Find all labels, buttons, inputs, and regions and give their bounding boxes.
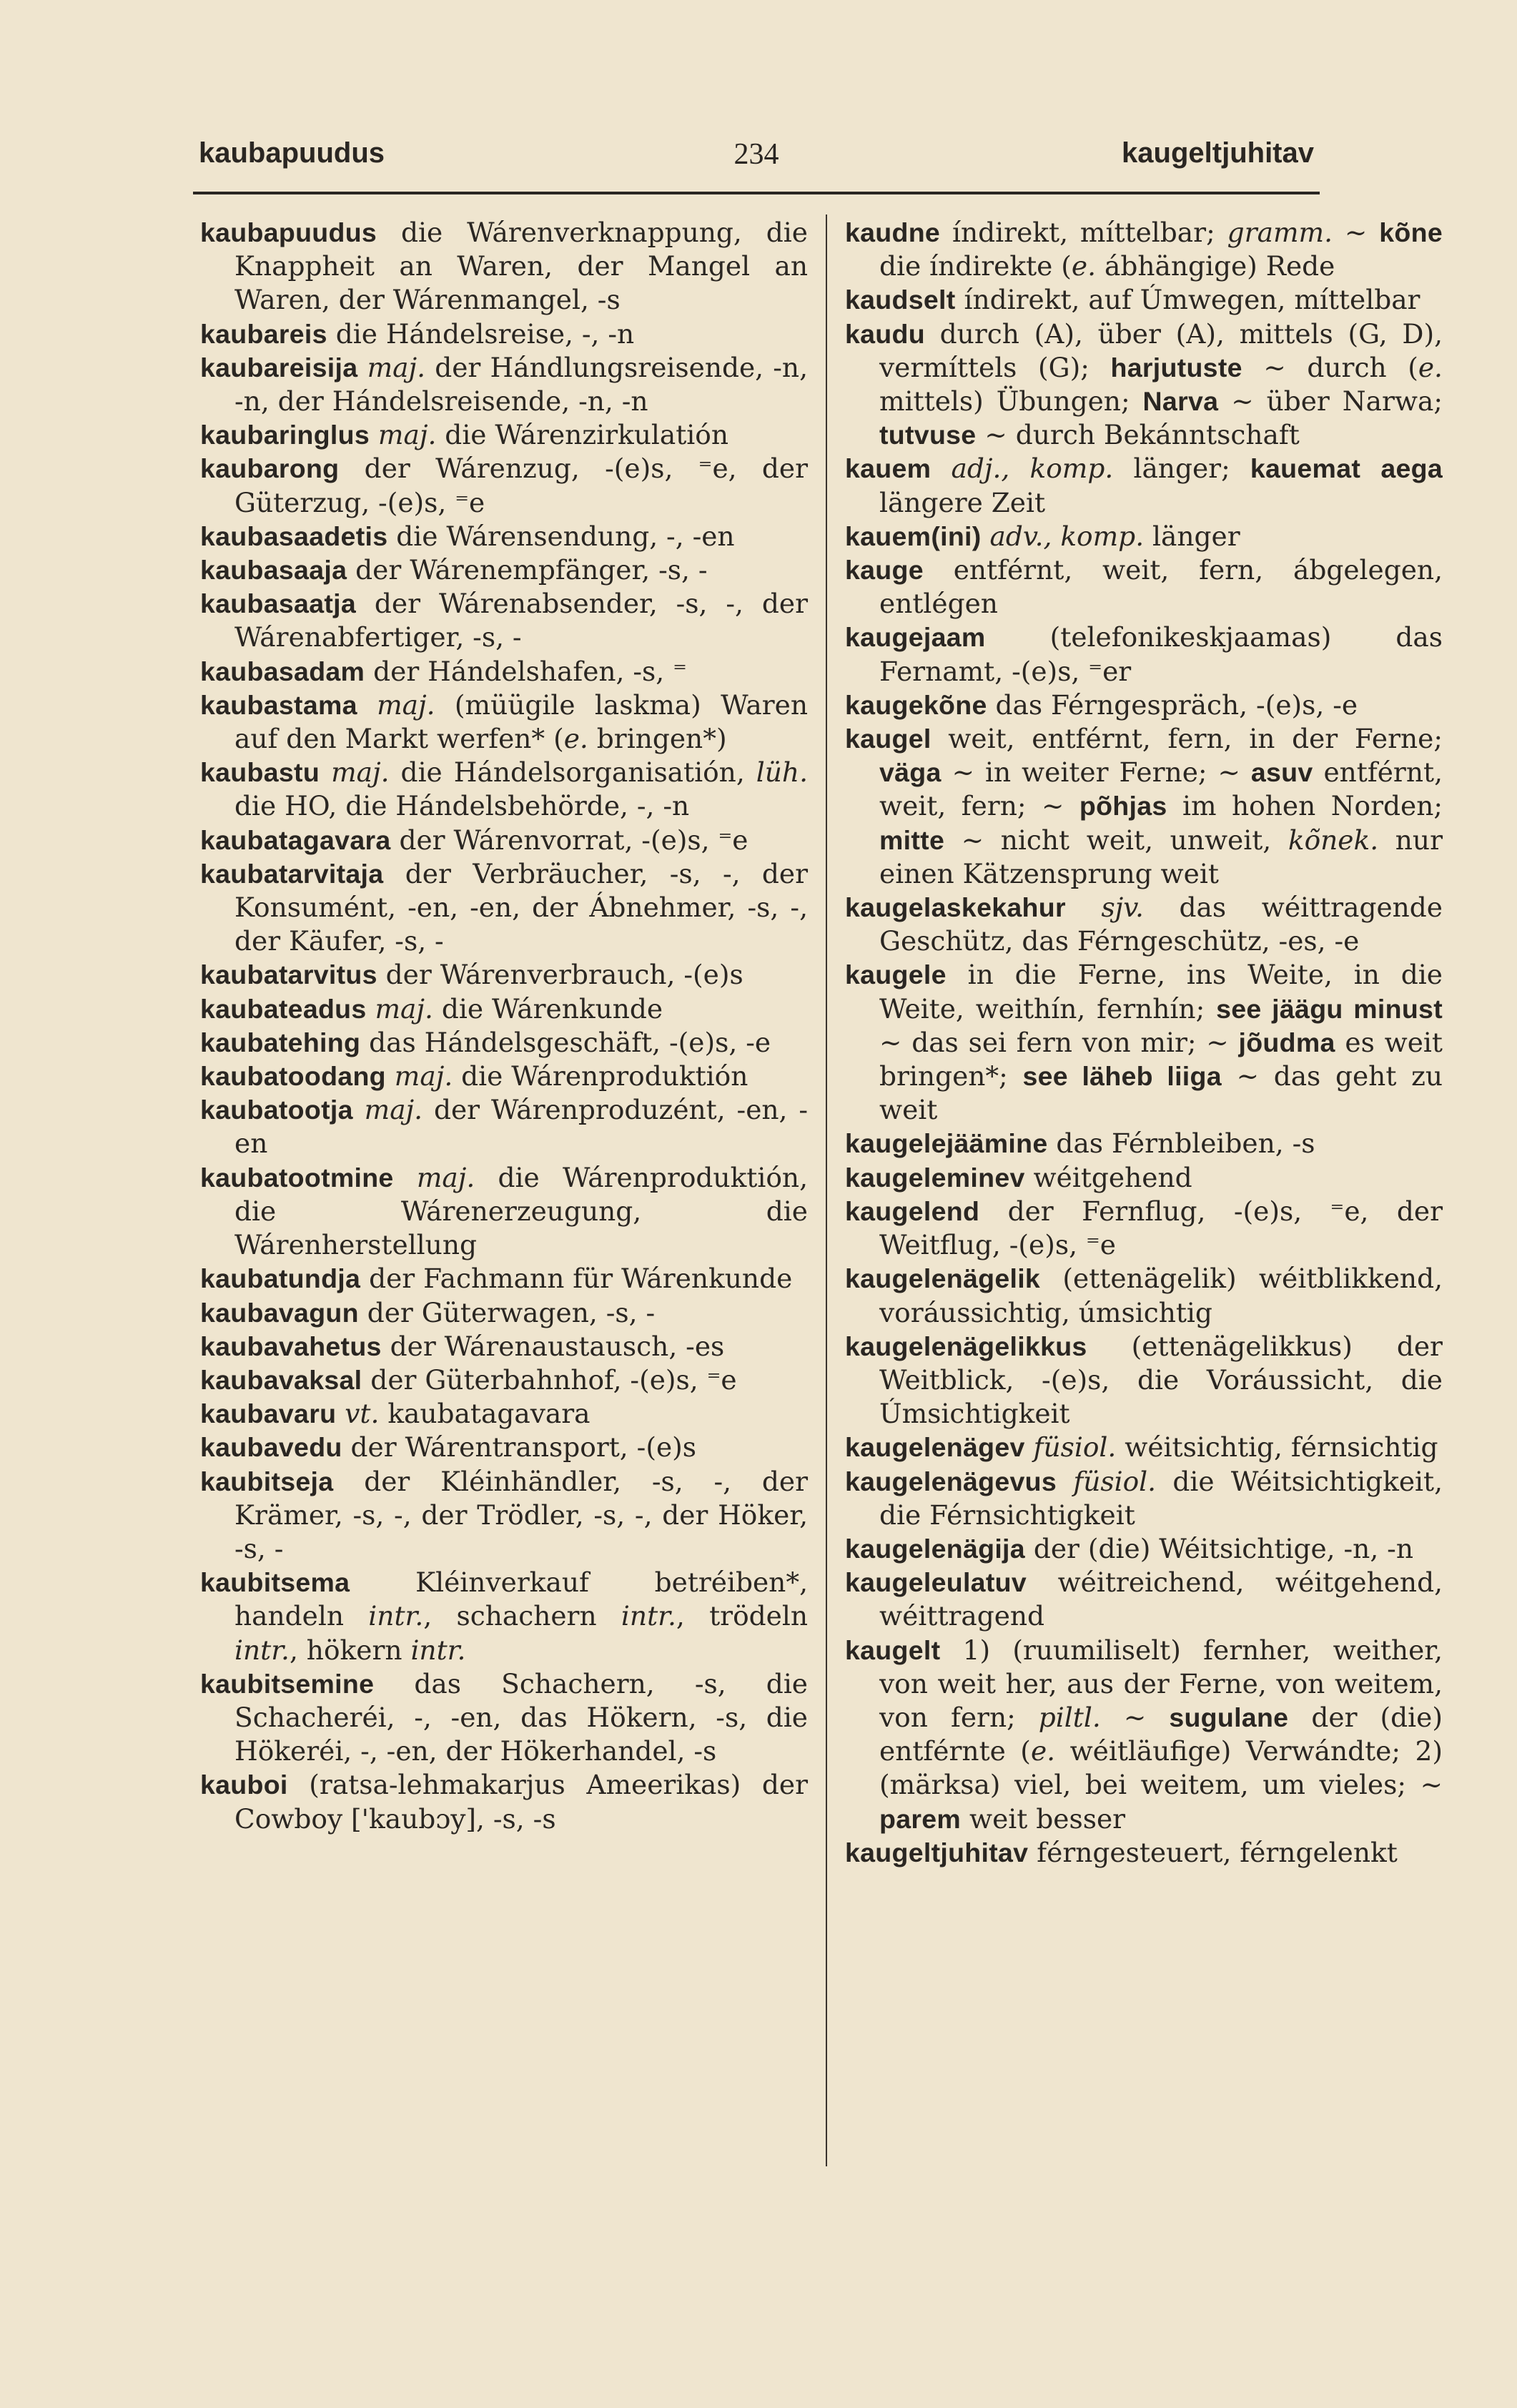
dictionary-entry: [845, 553, 1443, 621]
entry-headword: kaubasadam: [200, 656, 365, 686]
entry-label: piltl.: [1038, 1701, 1101, 1733]
entry-headword: kaudne: [845, 217, 941, 247]
entry-text: der (die) Wéitsichtige, -n, -n: [1024, 1532, 1413, 1564]
entry-text: die HO, die Hándelsbehörde, -, -n: [234, 790, 690, 822]
entry-text: [336, 1398, 345, 1429]
entry-headword: kaubaringlus: [200, 420, 370, 450]
entry-label: intr.: [368, 1600, 424, 1632]
entry-label: e.: [1030, 1735, 1056, 1767]
entry-headword: kaubitseja: [200, 1466, 334, 1496]
entry-headword: kaubateadus: [200, 993, 367, 1024]
page-header: [199, 137, 1314, 189]
entry-text: der Wárenproduzént, -en, -en: [234, 1094, 809, 1160]
entry-headword: kaugeleulatuv: [845, 1567, 1027, 1598]
dictionary-entry: [200, 1465, 808, 1566]
entry-text: längere Zeit: [879, 486, 1046, 518]
entry-text: [1057, 1466, 1073, 1497]
entry-text: der Hándelshafen, -s, ⁼: [365, 655, 687, 687]
entry-phrase: asuv: [1250, 757, 1313, 788]
entry-label: kõnek.: [1288, 824, 1379, 856]
entry-headword: kaugel: [845, 724, 932, 754]
entry-headword: kaubastama: [200, 689, 357, 720]
dictionary-entry: [200, 756, 808, 823]
entry-text: die Wárenkunde: [433, 992, 663, 1025]
entry-text: ~ über Narwa;: [1218, 385, 1443, 418]
entry-text: das Hándelsgeschäft, -(e)s, -e: [360, 1026, 771, 1058]
dictionary-entry: [845, 216, 1443, 283]
entry-text: die Wárenverknappung, die Knappheit an Waren, der Mangel an Waren, der Wárenmangel, -s: [234, 217, 808, 316]
entry-headword: kaudu: [845, 318, 925, 349]
entry-headword: kaubavagun: [200, 1297, 359, 1328]
entry-label: adv., komp.: [989, 520, 1145, 552]
entry-text: , schachern: [423, 1600, 621, 1632]
entry-text: der Wárenvorrat, -(e)s, ⁼e: [390, 824, 748, 856]
entry-text: [357, 352, 367, 383]
entry-label: vt.: [345, 1398, 380, 1430]
entry-headword: kaudselt: [845, 285, 956, 315]
dictionary-entry: [200, 1431, 808, 1464]
entry-text: der Verbräucher, -s, -, der Konsumént, -en, -en, der Ábnehmer, -s, -, der Käufer, -s, -: [234, 857, 808, 957]
entry-headword: kaugelaskekahur: [845, 892, 1066, 923]
entry-text: im hohen Norden;: [1167, 790, 1443, 822]
entry-label: e.: [1071, 250, 1097, 282]
entry-text: der Wárenaustausch, -es: [381, 1330, 725, 1362]
dictionary-entry: [845, 1465, 1443, 1532]
dictionary-entry: [200, 1060, 808, 1093]
entry-text: weit, entférnt, fern, in der Ferne;: [931, 723, 1443, 755]
entry-text: der Wárenverbrauch, -(e)s: [377, 959, 743, 991]
entry-text: , hökern: [289, 1634, 411, 1666]
entry-text: bringen*): [588, 723, 727, 755]
entry-text: mittels) Übungen;: [879, 385, 1143, 418]
entry-text: ~ durch Bekánntschaft: [976, 419, 1300, 451]
entry-headword: kauboi: [200, 1770, 288, 1800]
dictionary-entry: [200, 1566, 808, 1667]
entry-text: der Fernflug, -(e)s, ⁼e, der Weitflug, -(e)s, ⁼e: [879, 1195, 1443, 1261]
entry-phrase: kõne: [1379, 217, 1443, 247]
entry-text: der Fachmann für Wárenkunde: [360, 1263, 793, 1295]
column-separator: [826, 214, 827, 2166]
entry-phrase: tutvuse: [879, 420, 977, 450]
entry-headword: kaubatootja: [200, 1095, 353, 1125]
entry-text: das wéittragende Geschütz, das Férngeschütz, -es, -e: [879, 892, 1443, 957]
entry-text: die Wéitsichtigkeit, die Férnsichtigkeit: [879, 1465, 1443, 1531]
dictionary-entry: [200, 553, 808, 587]
entry-text: die Wárensendung, -, -en: [387, 520, 735, 552]
entry-text: wéitsichtig, férnsichtig: [1116, 1431, 1438, 1464]
dictionary-entry: [200, 418, 808, 452]
dictionary-entry: [200, 655, 808, 689]
entry-headword: kaugelenägelikkus: [845, 1331, 1087, 1361]
entry-label: sjv.: [1101, 892, 1144, 924]
entry-headword: kaubasaaja: [200, 555, 347, 586]
entry-text: die Wárenproduktión: [453, 1060, 748, 1092]
dictionary-entry: [845, 689, 1443, 722]
entry-headword: kaubavaru: [200, 1398, 337, 1429]
entry-text: ~ durch (: [1242, 351, 1418, 383]
entry-label: maj.: [364, 1094, 423, 1126]
entry-label: intr.: [621, 1600, 676, 1632]
entry-text: [370, 419, 378, 450]
entry-text: , trödeln: [676, 1600, 808, 1632]
dictionary-entry: [845, 1195, 1443, 1262]
dictionary-entry: [200, 1768, 808, 1835]
entry-text: ~ das sei fern von mir; ~: [879, 1026, 1239, 1058]
entry-text: länger;: [1113, 453, 1250, 485]
entry-headword: kaubareisija: [200, 352, 358, 383]
dictionary-entry: [200, 1093, 808, 1160]
entry-headword: kaubatarvitaja: [200, 858, 384, 889]
entry-label: adj., komp.: [951, 453, 1114, 485]
entry-phrase: parem: [879, 1803, 962, 1834]
entry-text: (müügile laskma) Waren auf den Markt werfen* (: [234, 689, 808, 755]
entry-phrase: harjutuste: [1110, 352, 1242, 383]
entry-text: [357, 689, 377, 721]
entry-phrase: väga: [879, 757, 942, 788]
dictionary-entry: [845, 452, 1443, 519]
entry-label: e.: [1418, 351, 1443, 383]
entry-label: intr.: [410, 1634, 466, 1666]
entry-text: [320, 756, 331, 788]
entry-headword: kaubastu: [200, 757, 320, 788]
entry-label: e.: [563, 723, 588, 755]
entry-text: nur einen Kätzensprung weit: [879, 824, 1443, 889]
entry-text: ~: [1100, 1701, 1170, 1733]
entry-text: índirekt, míttelbar;: [940, 217, 1227, 248]
entry-text: [1360, 453, 1380, 484]
entry-text: férngesteuert, férngelenkt: [1028, 1836, 1398, 1868]
entry-phrase: mitte: [879, 824, 945, 855]
entry-headword: kaubapuudus: [200, 217, 377, 247]
dictionary-entry: [845, 317, 1443, 453]
dictionary-entry: [845, 1532, 1443, 1566]
dictionary-entry: [200, 587, 808, 654]
entry-text: der Wárenzug, -(e)s, ⁼e, der Güterzug, -(e)s, ⁼e: [234, 453, 808, 518]
entry-text: [353, 1094, 365, 1125]
entry-text: [1066, 892, 1102, 923]
dictionary-entry: [845, 1127, 1443, 1160]
entry-text: [982, 520, 990, 552]
dictionary-entry: [200, 689, 808, 756]
entry-phrase: Narva: [1142, 386, 1219, 417]
entry-headword: kaugelenägija: [845, 1533, 1025, 1564]
dictionary-entry: [845, 1566, 1443, 1633]
page-number: 234: [733, 138, 779, 171]
dictionary-entry: [200, 1161, 808, 1263]
entry-headword: kaubatundja: [200, 1263, 361, 1294]
entry-text: [367, 993, 375, 1025]
dictionary-entry: [845, 1330, 1443, 1431]
entry-label: maj.: [377, 689, 435, 721]
entry-text: [931, 453, 951, 484]
dictionary-entry: [845, 1836, 1443, 1870]
entry-label: maj.: [394, 1060, 453, 1092]
dictionary-entry: [200, 1397, 808, 1431]
dictionary-entry: [845, 520, 1443, 553]
entry-label: maj.: [416, 1161, 475, 1193]
entry-headword: kaugekõne: [845, 689, 987, 720]
dictionary-entry: [200, 1363, 808, 1397]
dictionary-entry: [200, 317, 808, 351]
dictionary-entry: [200, 857, 808, 959]
entry-text: ábhängige) Rede: [1096, 250, 1335, 282]
entry-headword: kaugejaam: [845, 622, 986, 653]
left-column: [200, 216, 808, 1836]
entry-text: der Hándlungsreisende, -n, -n, der Hándelsreisende, -n, -n: [234, 351, 808, 418]
entry-text: es weit bringen*;: [879, 1026, 1443, 1092]
dictionary-entry: [845, 1431, 1443, 1464]
entry-label: füsiol.: [1073, 1465, 1157, 1497]
entry-label: füsiol.: [1033, 1431, 1117, 1464]
entry-text: (telefonikeskjaamas) das Fernamt, -(e)s, ⁼er: [879, 621, 1443, 687]
entry-label: gramm.: [1227, 217, 1333, 248]
dictionary-entry: [845, 958, 1443, 1127]
entry-phrase: põhjas: [1079, 791, 1167, 821]
entry-text: die índirekte (: [879, 250, 1072, 282]
entry-text: das Férnbleiben, -s: [1047, 1127, 1315, 1160]
entry-phrase: see läheb liiga: [1022, 1061, 1222, 1092]
entry-text: (ratsa-lehmakarjus Ameerikas) der Cowboy ['kaubɔy], -s, -s: [234, 1769, 808, 1835]
dictionary-entry: [200, 824, 808, 857]
entry-text: der Kléinhändler, -s, -, der Krämer, -s, -, der Trödler, -s, -, der Höker, -s, -: [234, 1465, 808, 1564]
entry-label: lüh.: [756, 756, 808, 789]
entry-text: der Wárenempfänger, -s, -: [347, 554, 708, 586]
entry-headword: kaubasaadetis: [200, 520, 388, 551]
entry-headword: kaubarong: [200, 453, 340, 484]
entry-text: das Schachern, -s, die Schacheréi, -, -en, das Hökern, -s, die Hökeréi, -, -en, der Hökerhandel, -s: [234, 1667, 808, 1767]
dictionary-entry: [200, 992, 808, 1026]
entry-phrase: see jäägu minust: [1216, 993, 1443, 1024]
entry-text: wéitläufige) Verwándte; 2) (märksa) viel, bei weitem, um vieles; ~: [879, 1735, 1443, 1801]
entry-headword: kaugelenägev: [845, 1432, 1025, 1463]
entry-headword: kaugelend: [845, 1195, 980, 1226]
dictionary-entry: [200, 520, 808, 553]
dictionary-entry: [845, 891, 1443, 958]
entry-text: das Férngespräch, -(e)s, -e: [987, 689, 1358, 721]
dictionary-entry: [200, 1667, 808, 1769]
entry-headword: kaugeleminev: [845, 1162, 1025, 1193]
entry-headword: kaugelenägevus: [845, 1466, 1057, 1496]
entry-phrase: aega: [1380, 453, 1443, 484]
entry-headword: kauem: [845, 453, 932, 484]
entry-text: in die Ferne, ins Weite, in die Weite, weithín, fernhín;: [879, 959, 1443, 1025]
entry-phrase: sugulane: [1169, 1702, 1289, 1732]
entry-text: Kléinverkauf betréiben*, handeln: [234, 1566, 808, 1632]
dictionary-entry: [845, 1634, 1443, 1836]
entry-headword: kaugele: [845, 959, 947, 990]
entry-text: der (die) entférnte (: [879, 1701, 1443, 1767]
entry-text: [394, 1162, 417, 1193]
entry-label: maj.: [377, 419, 437, 451]
header-rule: [193, 192, 1320, 194]
entry-text: ~ in weiter Ferne; ~: [941, 756, 1251, 789]
dictionary-entry: [200, 958, 808, 992]
dictionary-entry: [200, 1026, 808, 1060]
entry-headword: kauge: [845, 555, 924, 586]
entry-headword: kaubatarvitus: [200, 959, 377, 990]
entry-text: der Güterbahnhof, -(e)s, ⁼e: [362, 1363, 737, 1396]
entry-label: maj.: [367, 351, 426, 383]
entry-headword: kaugelejäämine: [845, 1128, 1048, 1159]
entry-text: (ettenägelik) wéitblikkend, voráussichtig, úmsichtig: [879, 1263, 1443, 1328]
dictionary-entry: [845, 283, 1443, 317]
header-last-word: kaugeltjuhitav: [1122, 137, 1314, 169]
entry-headword: kauem(ini): [845, 520, 982, 551]
entry-text: die Hándelsreise, -, -n: [327, 317, 635, 350]
entry-headword: kaubavaksal: [200, 1364, 362, 1395]
entry-text: [1025, 1431, 1034, 1463]
entry-headword: kaugelt: [845, 1634, 941, 1665]
entry-text: (ettenägelikkus) der Weitblick, -(e)s, die Voráussicht, die Úmsichtigkeit: [879, 1330, 1443, 1430]
entry-text: ~ nicht weit, unweit,: [944, 824, 1288, 856]
entry-headword: kaugelenägelik: [845, 1263, 1041, 1294]
entry-text: länger: [1144, 520, 1240, 552]
entry-text: der Wárenabsender, -s, -, der Wárenabfertiger, -s, -: [234, 588, 808, 653]
entry-headword: kaubatoodang: [200, 1061, 386, 1092]
entry-text: ~: [1332, 217, 1380, 248]
entry-text: durch (A), über (A), mittels (G, D), vermíttels (G);: [879, 317, 1443, 383]
entry-label: intr.: [234, 1634, 290, 1666]
entry-text: weit besser: [961, 1802, 1126, 1835]
entry-text: wéitreichend, wéitgehend, wéittragend: [879, 1566, 1443, 1632]
entry-text: entférnt, weit, fern, ábgelegen, entlégen: [879, 554, 1443, 620]
entry-text: entférnt, weit, fern; ~: [879, 756, 1443, 822]
entry-text: die Wárenproduktión, die Wárenerzeugung, die Wárenherstellung: [234, 1161, 809, 1261]
right-column: [845, 216, 1443, 1870]
entry-label: maj.: [375, 992, 433, 1025]
entry-text: [386, 1060, 395, 1092]
dictionary-entry: [200, 1330, 808, 1363]
entry-text: kaubatagavara: [379, 1398, 591, 1430]
entry-headword: kaubatagavara: [200, 824, 391, 855]
entry-headword: kaugeltjuhitav: [845, 1837, 1029, 1867]
entry-text: der Wárentransport, -(e)s: [342, 1431, 697, 1464]
dictionary-entry: [845, 722, 1443, 891]
entry-text: die Hándelsorganisatión,: [389, 756, 756, 789]
entry-headword: kaubavahetus: [200, 1331, 382, 1361]
dictionary-entry: [845, 1161, 1443, 1195]
dictionary-entry: [200, 452, 808, 519]
dictionary-entry: [200, 1262, 808, 1296]
entry-text: 1) (ruumiliselt) fernher, weither, von weit her, aus der Ferne, von weitem, von fern;: [879, 1634, 1443, 1733]
entry-text: wéitgehend: [1024, 1161, 1192, 1193]
entry-text: die Wárenzirkulatión: [436, 419, 729, 451]
entry-text: índirekt, auf Úmwegen, míttelbar: [955, 284, 1420, 316]
entry-phrase: jõudma: [1238, 1027, 1335, 1057]
entry-label: maj.: [331, 756, 390, 789]
entry-text: ~ das geht zu weit: [879, 1060, 1443, 1126]
entry-headword: kaubareis: [200, 318, 327, 349]
entry-headword: kaubatootmine: [200, 1162, 394, 1193]
entry-headword: kaubavedu: [200, 1432, 342, 1463]
entry-headword: kaubitsemine: [200, 1668, 375, 1699]
dictionary-entry: [200, 351, 808, 418]
entry-headword: kaubatehing: [200, 1027, 361, 1057]
header-first-word: kaubapuudus: [199, 137, 385, 169]
dictionary-entry: [845, 1262, 1443, 1329]
entry-headword: kaubitsema: [200, 1567, 350, 1598]
dictionary-entry: [845, 621, 1443, 688]
entry-headword: kaubasaatja: [200, 588, 357, 619]
entry-text: der Güterwagen, -s, -: [358, 1296, 656, 1328]
dictionary-entry: [200, 216, 808, 317]
entry-phrase: kauemat: [1250, 453, 1361, 484]
dictionary-entry: [200, 1296, 808, 1330]
